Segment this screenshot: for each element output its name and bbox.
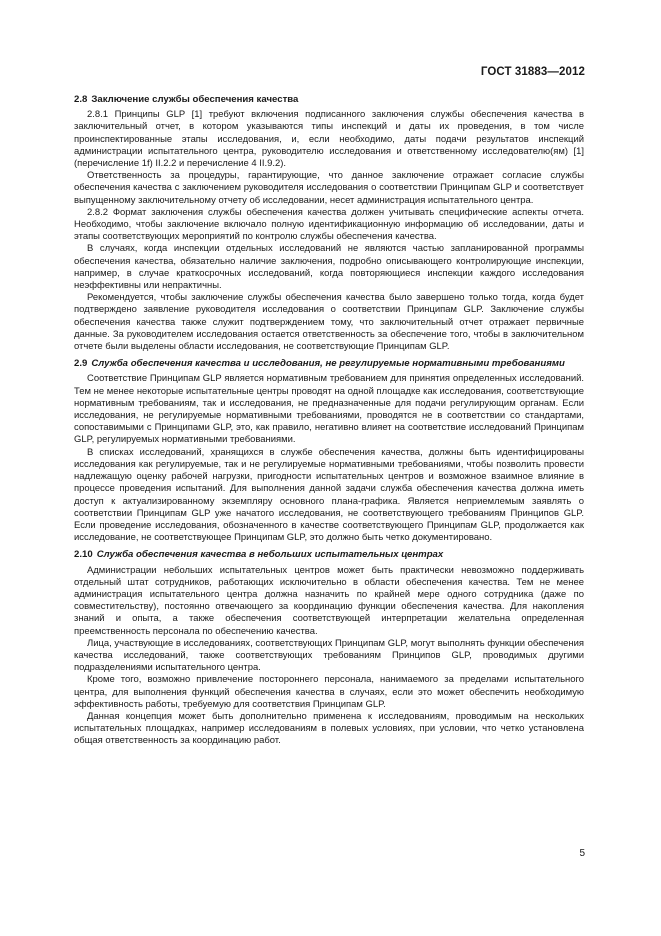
section-heading-2-9 <box>74 358 584 370</box>
section-heading-2-10 <box>74 549 584 561</box>
section-title: Служба обеспечения качества и исследования, не регулируемые нормативными требованиями <box>91 358 565 370</box>
paragraph: 2.8.2 Формат заключения службы обеспечения качества должен учитывать специфические аспекты отчета. Необходимо, чтобы заключение включало полную идентификационную информацию об исследовании, даты и этапы соответствующих мероприятий по контролю службы обеспечения качества. <box>74 206 584 243</box>
paragraph: В случаях, когда инспекции отдельных исследований не являются частью запланированной программы обеспечения качества, обязательно наличие заключения, подробно описывающего контролирующие инспекции, например, в случае краткосрочных исследований, когда повторяющиеся инспекции каждого исследования неэффективны или непрактичны. <box>74 243 584 292</box>
document-body <box>74 94 584 748</box>
section-heading-2-8 <box>74 94 584 106</box>
paragraph: Лица, участвующие в исследованиях, соответствующих Принципам GLP, могут выполнять функции обеспечения качества исследований, также соответствующих требованиям Принципов GLP, проводимых другими подразделениями испытательного центра. <box>74 637 584 674</box>
paragraph: В списках исследований, хранящихся в службе обеспечения качества, должны быть идентифицированы исследования как регулируемые, так и не регулируемые нормативными требованиями, чтобы позволить провести надлежащую оценку рабочей нагрузки, пригодности испытательных центров и возможное взаимное влияние в процессе проведения испытаний. Для выполнения данной задачи служба обеспечения качества должна иметь доступ к актуализированному экземпляру основного плана-графика. Является неприемлемым заявлять о соответствии Принципам GLP уже начатого исследования, не соответствующего требованиям Принципов GLP. Если проведение исследования, обозначенного в качестве соответствующего Принципам GLP, продолжается как исследование, не соответствующее Принципам GLP, это должно быть четко документировано. <box>74 446 584 544</box>
section-number: 2.10 <box>74 549 93 561</box>
paragraph: Ответственность за процедуры, гарантирующие, что данное заключение отражает согласие службы обеспечения качества с заключением руководителя исследования о соответствии Принципам GLP и соответствует выпущенному заключительному отчету об исследовании, несет администрация испытательного центра. <box>74 170 584 206</box>
paragraph: 2.8.1 Принципы GLP [1] требуют включения подписанного заключения службы обеспечения качества в заключительный отчет, в котором указываются типы инспекций и даты их проведения, в том числе проинспектированные этапы исследования, и, если необходимо, даты подачи результатов инспекций администрации испытательного центра, руководителю исследования и ответственному исследователю(ям) [1] (перечисление 1f) II.2.2 и перечисление 4 II.9.2). <box>74 109 584 170</box>
section-number: 2.8 <box>74 94 88 105</box>
section-number: 2.9 <box>74 358 88 370</box>
paragraph: Данная концепция может быть дополнительно применена к исследованиям, проводимым на нескольких испытательных площадках, например исследованиям в полевых условиях, при условии, что четко установлена общая ответственность за координацию работ. <box>74 710 584 747</box>
section-title: Заключение службы обеспечения качества <box>91 94 299 105</box>
page-number: 5 <box>579 848 585 859</box>
paragraph: Рекомендуется, чтобы заключение службы обеспечения качества было завершено только тогда, когда будет подтверждено заявление руководителя исследования о соответствии Принципам GLP. Заключение службы обеспечения качества также служит подтверждением тому, что заключительный отчет отражает первичные данные. За руководителем исследования остается ответственность за обеспечение того, чтобы в заключительном отчете были выделены области исследования, не соответствующие Принципам GLP. <box>74 292 584 353</box>
paragraph: Администрации небольших испытательных центров может быть практически невозможно поддерживать отдельный штат сотрудников, работающих исключительно в области обеспечения качества. Тем не менее администрация испытательного центра должна назначить по крайней мере одного сотрудника (даже по совместительству), постоянно отвечающего за координацию функции обеспечения качества. Для накопления знаний и опыта, а также обеспечения соответствующей интерпретации желательна определенная преемственность персонала по обеспечению качества. <box>74 564 584 637</box>
paragraph: Соответствие Принципам GLP является нормативным требованием для принятия определенных исследований. Тем не менее некоторые испытательные центры проводят на одной площадке как исследования, соответствующие нормативным требованиям, так и исследования, не предназначенные для подачи регулирующим органам. Если исследования, не регулируемые нормативными требованиями, проводятся не в соответствии со стандартами, сопоставимыми с Принципами GLP, это, как правило, негативно влияет на соответствие исследований Принципам GLP, регулируемых нормативными требованиями. <box>74 373 584 446</box>
section-title: Служба обеспечения качества в небольших испытательных центрах <box>96 549 444 561</box>
page-header-standard: ГОСТ 31883—2012 <box>480 66 585 78</box>
paragraph: Кроме того, возможно привлечение постороннего персонала, нанимаемого за пределами испытательного центра, для выполнения функций обеспечения качества в случаях, если это может обеспечить необходимую эффективность работы, требуемую для соответствия Принципам GLP. <box>74 674 584 710</box>
